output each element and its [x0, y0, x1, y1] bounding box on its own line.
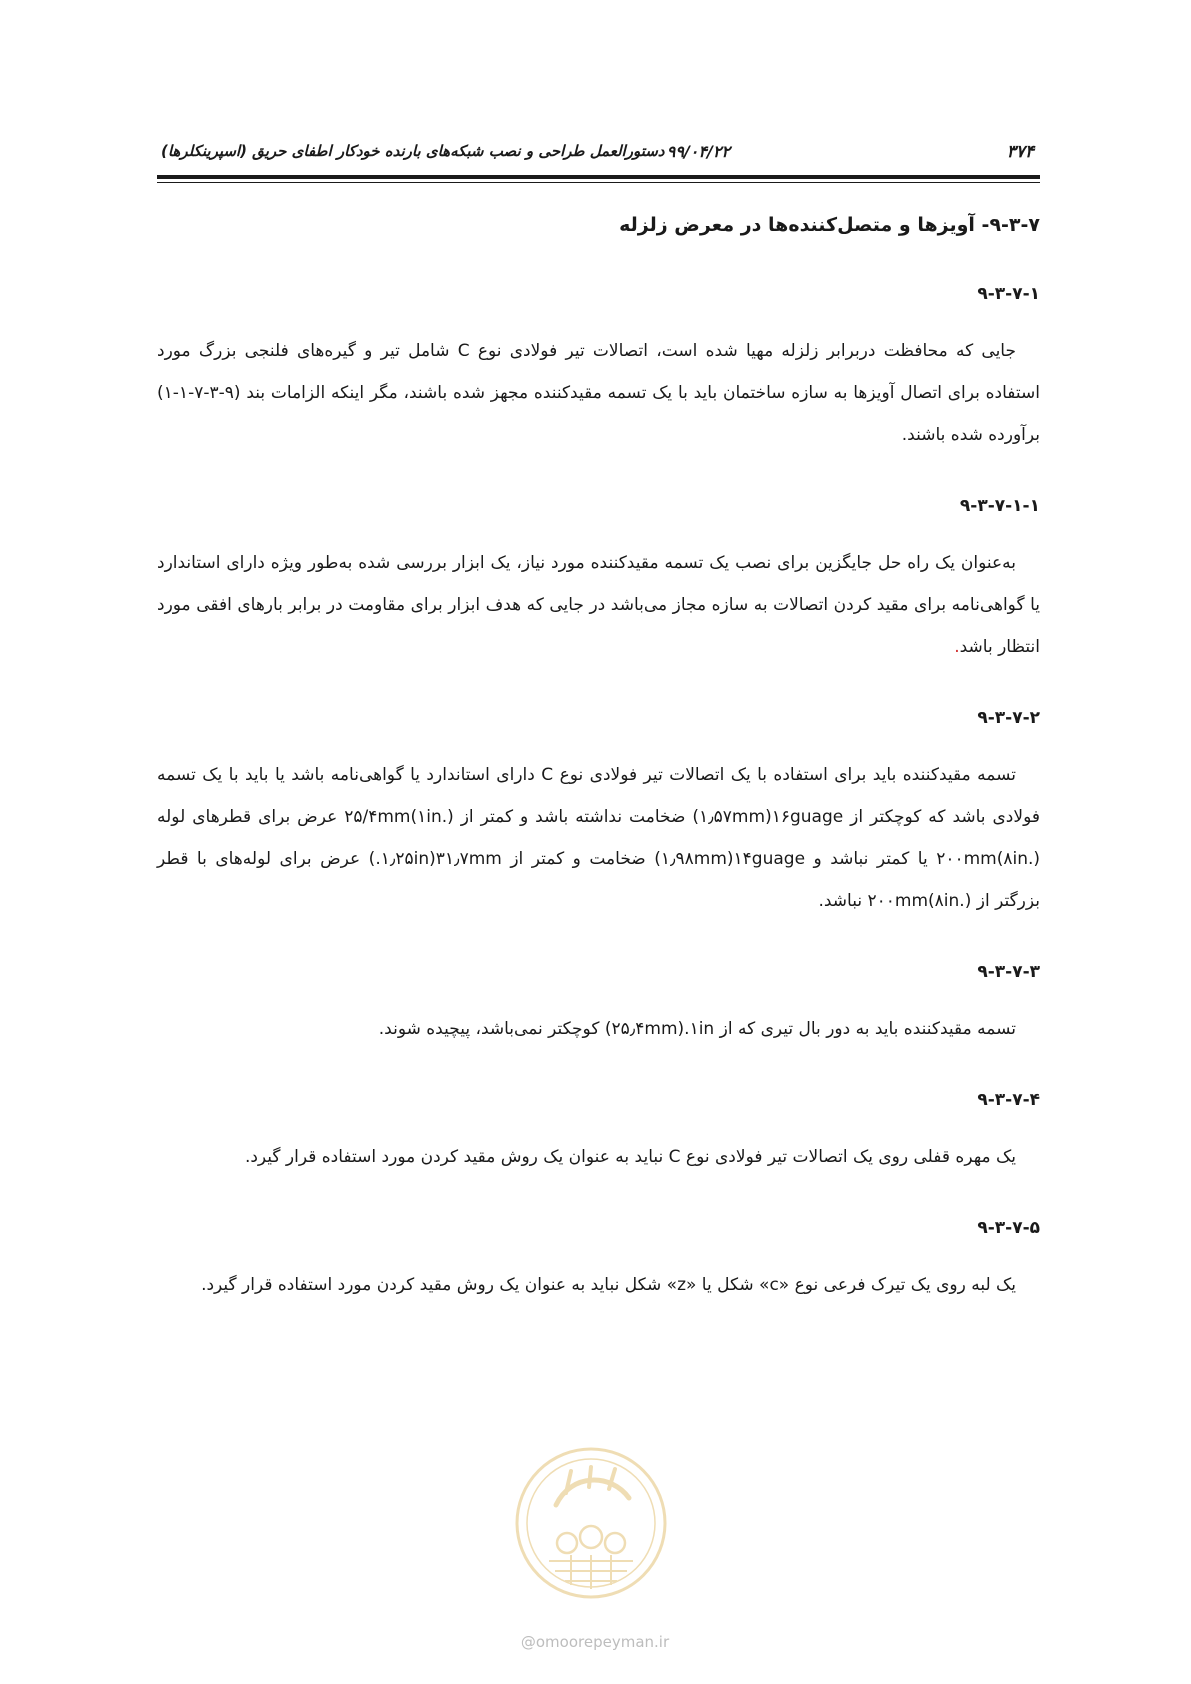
clause-number: ۹-۳-۷-۵ — [977, 1218, 1040, 1238]
clause-number: ۹-۳-۷-۱-۱ — [959, 496, 1040, 516]
clause-number: ۹-۳-۷-۱ — [977, 284, 1040, 304]
header-rule-thin — [157, 182, 1040, 183]
section-title: ۹-۳-۷- آویزها و متصل‌کننده‌ها در معرض زلزله — [619, 214, 1040, 236]
watermark-seal-icon — [511, 1443, 671, 1603]
clause-number: ۹-۳-۷-۳ — [977, 962, 1040, 982]
clause-number: ۹-۳-۷-۲ — [977, 708, 1040, 728]
clause-number: ۹-۳-۷-۴ — [977, 1090, 1040, 1110]
clause-text: یک لبه روی یک تیرک فرعی نوع «c» شکل یا «z» شکل نباید به عنوان یک روش مقید کردن مورد استفاده قرار گیرد. — [201, 1275, 1016, 1295]
clause-text: جایی که محافظت دربرابر زلزله مهیا شده است، اتصالات تیر فولادی نوع C شامل تیر و گیره‌های فلنجی بزرگ مورد استفاده برای اتصال آویزها به سازه ساختمان باید با یک تسمه مقیدکننده مجهز شده باشند، مگر اینکه الزامات بند (۹-۳-۷-۱-۱) برآورده شده باشند. — [157, 341, 1040, 445]
clause-text-body: به‌عنوان یک راه حل جایگزین برای نصب یک تسمه مقیدکننده مورد نیاز، یک ابزار بررسی شده به‌طور ویژه دارای استاندارد یا گواهی‌نامه برای مقید کردن اتصالات به سازه مجاز می‌باشد در جایی که هدف ابزار برای مقاومت در برابر بارهای افقی مورد انتظار باشد — [157, 553, 1040, 657]
clause-text-tail: . — [954, 637, 960, 657]
header-title: دستورالعمل طراحی و نصب شبکه‌های بارنده خودکار اطفای حریق (اسپرینکلرها) — [161, 142, 665, 160]
clause-text — [157, 542, 1040, 668]
page-number: ۳۷۴ — [1006, 142, 1034, 162]
document-body — [157, 214, 1040, 1346]
watermark-url-text: omoorepeyman.ir — [535, 1633, 670, 1651]
header-rule-thick — [157, 175, 1040, 179]
watermark-url: @omoorepeyman.ir — [520, 1633, 670, 1651]
clause-text: یک مهره قفلی روی یک اتصالات تیر فولادی نوع C نباید به عنوان یک روش مقید کردن مورد استفاده قرار گیرد. — [244, 1147, 1016, 1167]
clause-text: تسمه مقیدکننده باید برای استفاده با یک اتصالات تیر فولادی نوع C دارای استاندارد یا گواهی‌نامه باشد یا باید با یک تسمه فولادی باشد که کوچکتر از ۱۶guage(۱٫۵۷mm) ضخامت نداشته باشد و کمتر از ۲۵/۴mm(۱in.) عرض برای قطرهای لوله ۲۰۰mm(۸in.) یا کمتر نباشد و ۱۴guage(۱٫۹۸mm) ضخامت و کمتر از ۳۱٫۷mm(۱٫۲۵in.) عرض برای لوله‌های با قطر بزرگتر از ۲۰۰mm(۸in.) نباشد. — [157, 765, 1041, 911]
clause-text: تسمه مقیدکننده باید به دور بال تیری که از ۱in.(۲۵٫۴mm) کوچکتر نمی‌باشد، پیچیده شوند. — [378, 1019, 1016, 1039]
page-header — [157, 134, 1040, 174]
header-date: ۹۹/۰۴/۲۲ — [666, 142, 730, 161]
